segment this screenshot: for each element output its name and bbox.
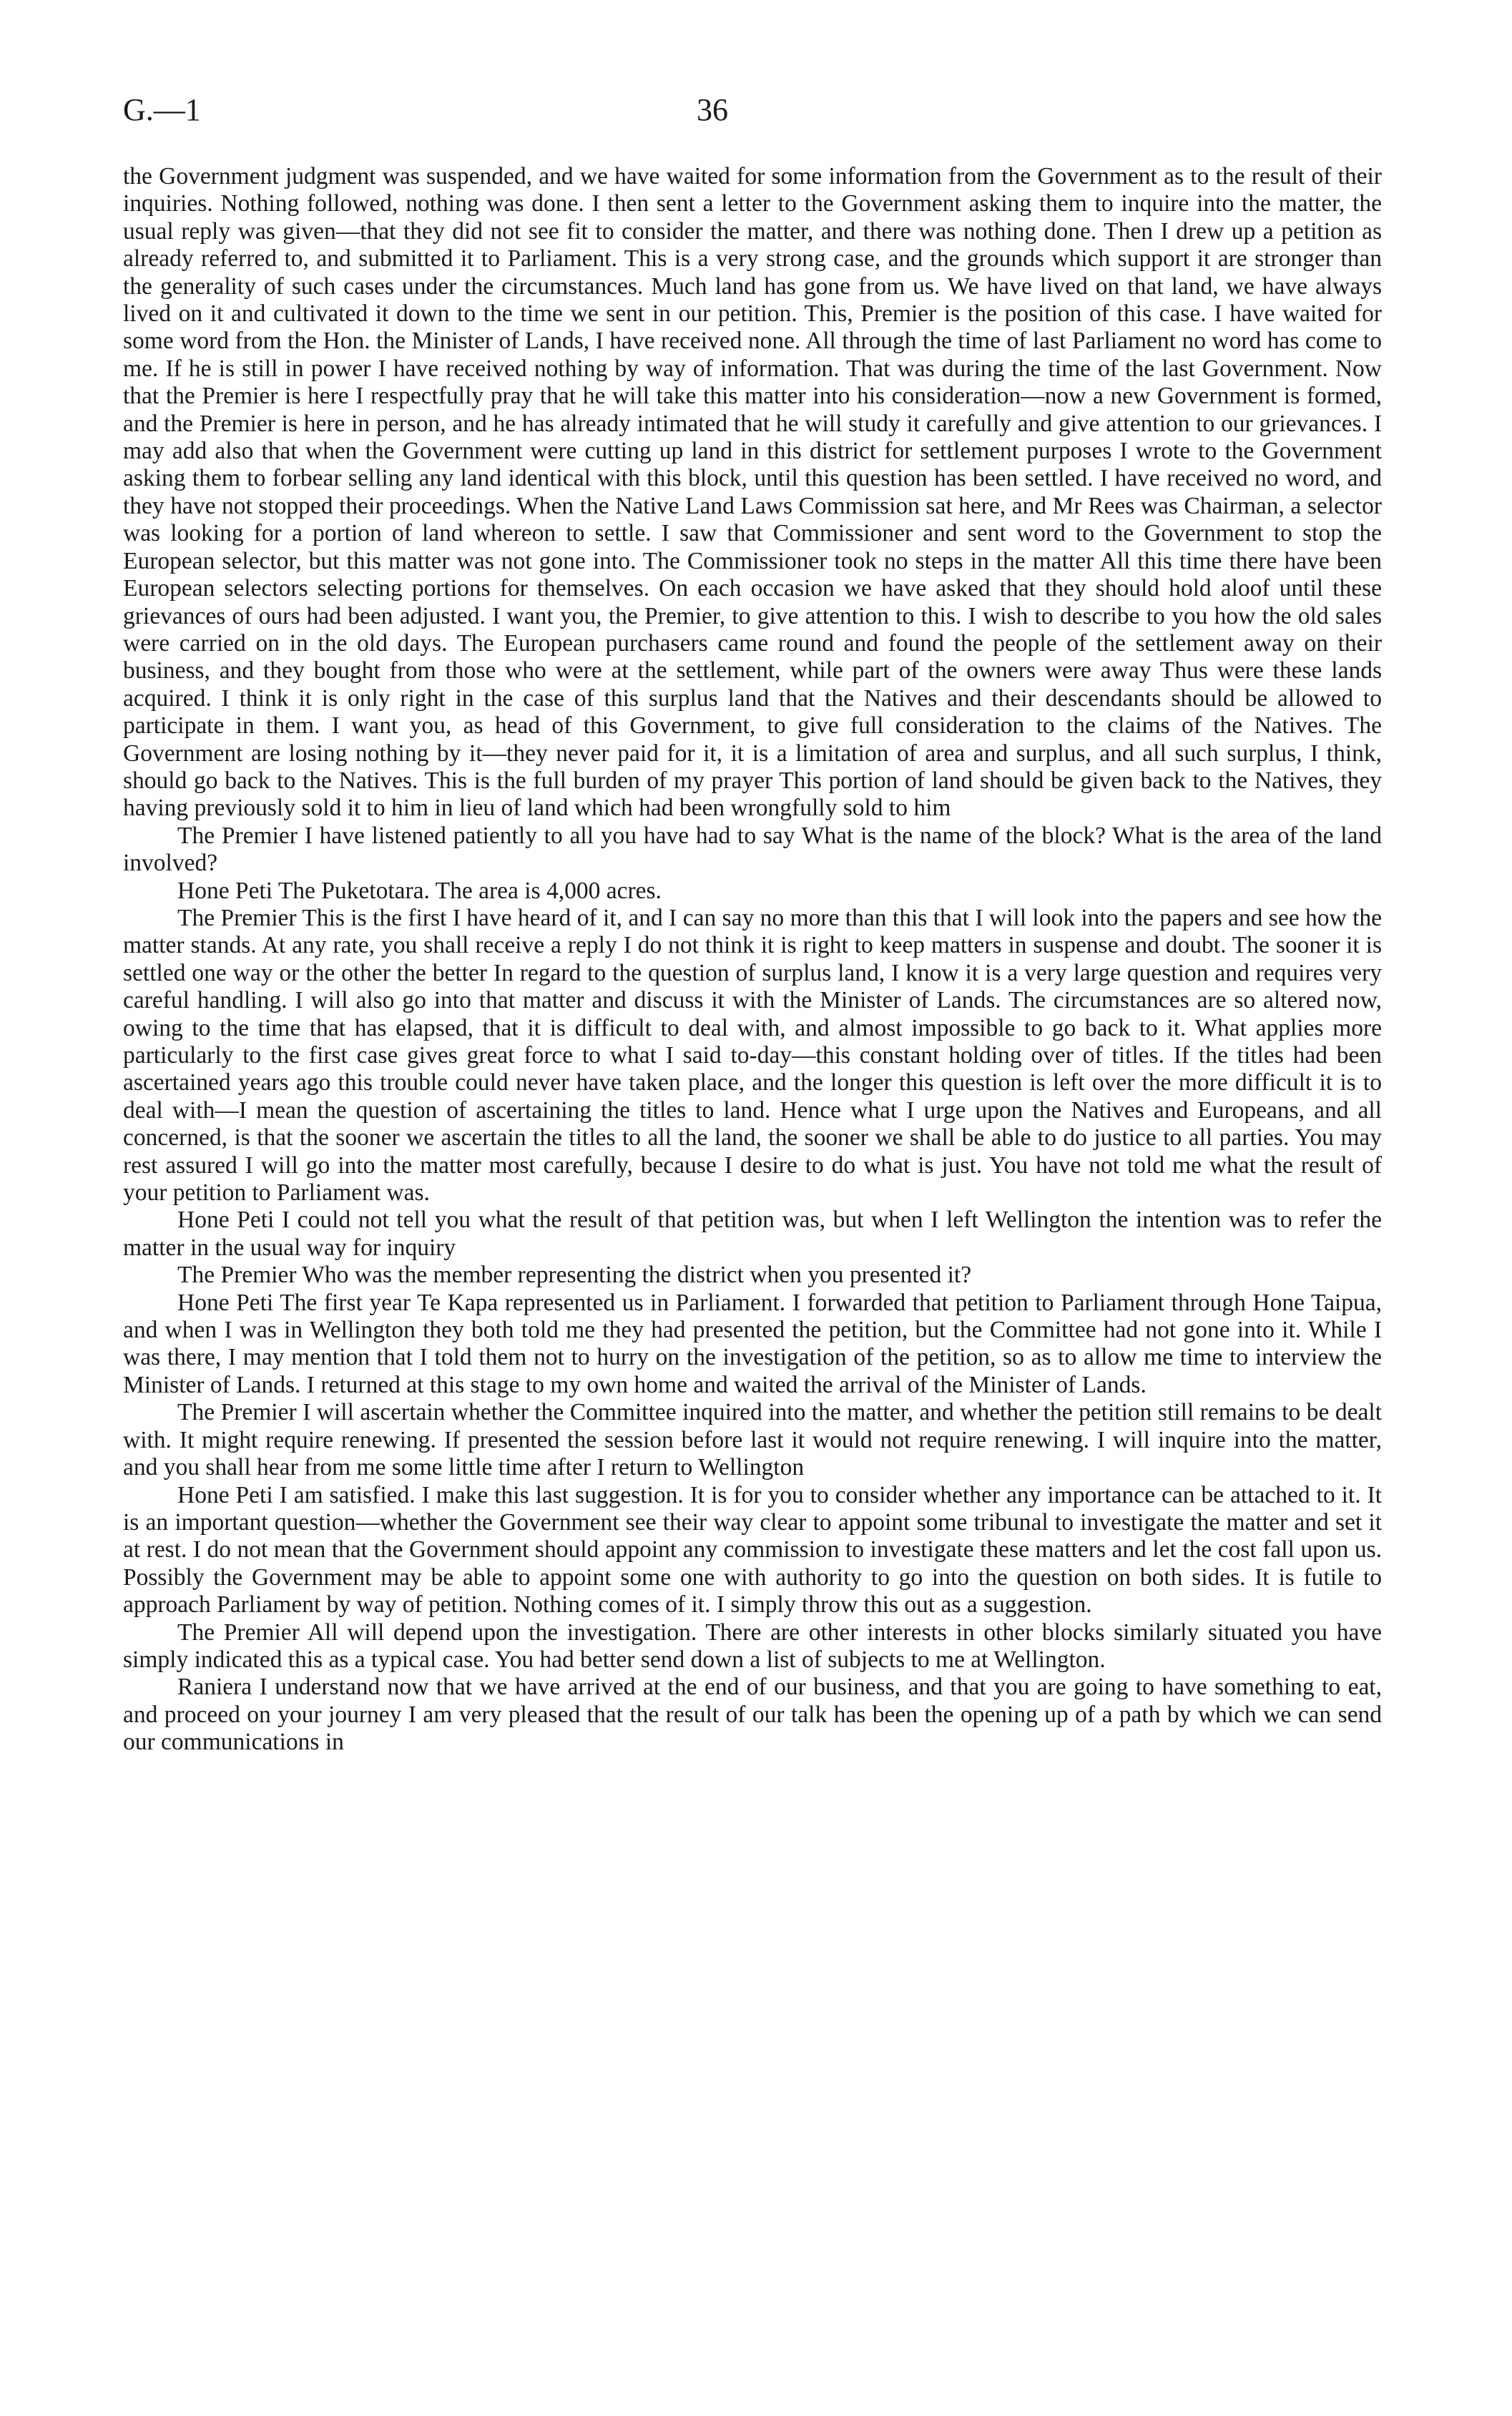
- paragraph-raniera: Raniera I understand now that we have arrived at the end of our business, and that you are going to have something to eat, and proceed on your journey I am very pleased that the result of our talk has been the opening up of a path by which we can send our communications in: [123, 1674, 1382, 1756]
- document-reference: G.—1: [123, 92, 201, 127]
- page-number: 36: [697, 92, 728, 127]
- paragraph-premier-ascertain: The Premier I will ascertain whether the Committee inquired into the matter, and whether the petition still remains to be dealt with. It might require renewing. If presented the session before last it would not require renewing. I will inquire into the matter, and you shall hear from me some little time after I return to Wellington: [123, 1399, 1382, 1481]
- paragraph-premier-investigation: The Premier All will depend upon the investigation. There are other interests in other blocks similarly situated you have simply indicated this as a typical case. You had better send down a list of subjects to me at Wellington.: [123, 1619, 1382, 1673]
- paragraph-hone-peti-suggestion: Hone Peti I am satisfied. I make this last suggestion. It is for you to consider whether any importance can be attached to it. It is an important question—whether the Government see their way clear to appoint some tribunal to investigate the matter and set it at rest. I do not mean that the Government should appoint any commission to investigate these matters and let the cost fall upon us. Possibly the Government may be able to appoint some one with authority to go into the question on both sides. It is futile to approach Parliament by way of petition. Nothing comes of it. I simply throw this out as a suggestion.: [123, 1481, 1382, 1619]
- paragraph-hone-peti-answer: Hone Peti The Puketotara. The area is 4,000 acres.: [177, 877, 662, 904]
- body-text: [123, 163, 1382, 1757]
- paragraph-hone-peti-petition: Hone Peti I could not tell you what the result of that petition was, but when I left Wellington the intention was to refer the matter in the usual way for inquiry: [123, 1207, 1382, 1261]
- paragraph-premier-response: The Premier This is the first I have heard of it, and I can say no more than this that I will look into the papers and see how the matter stands. At any rate, you shall receive a reply I do not think it is right to keep matters in suspense and doubt. The sooner it is settled one way or the other the better In regard to the question of surplus land, I know it is a very large question and requires very careful handling. I will also go into that matter and discuss it with the Minister of Lands. The circumstances are so altered now, owing to the time that has elapsed, that it is difficult to deal with, and almost impossible to go back to it. What applies more particularly to the first case gives great force to what I said to-day—this constant holding over of titles. If the titles had been ascertained years ago this trouble could never have taken place, and the longer this question is left over the more difficult it is to deal with—I mean the question of ascertaining the titles to land. Hence what I urge upon the Natives and Europeans, and all concerned, is that the sooner we ascertain the titles to all the land, the sooner we shall be able to do justice to all parties. You may rest assured I will go into the matter most carefully, because I desire to do what is just. You have not told me what the result of your petition to Parliament was.: [123, 904, 1382, 1207]
- page-header: [123, 92, 1382, 134]
- paragraph-premier-question: The Premier I have listened patiently to all you have had to say What is the name of the block? What is the area of the land involved?: [123, 822, 1382, 877]
- paragraph-hone-peti-member-answer: Hone Peti The first year Te Kapa represented us in Parliament. I forwarded that petition to Parliament through Hone Taipua, and when I was in Wellington they both told me they had presented the petition, but the Committee had not gone into it. While I was there, I may mention that I told them not to hurry on the investigation of the petition, so as to allow me time to interview the Minister of Lands. I returned at this stage to my own home and waited the arrival of the Minister of Lands.: [123, 1289, 1382, 1398]
- paragraph-continuation: the Government judgment was suspended, and we have waited for some information from the Government as to the result of their inquiries. Nothing followed, nothing was done. I then sent a letter to the Government asking them to inquire into the matter, the usual reply was given—that they did not see fit to consider the matter, and there was nothing done. Then I drew up a petition as already referred to, and submitted it to Parliament. This is a very strong case, and the grounds which support it are stronger than the generality of such cases under the circumstances. Much land has gone from us. We have lived on that land, we have always lived on it and cultivated it down to the time we sent in our petition. This, Premier is the position of this case. I have waited for some word from the Hon. the Minister of Lands, I have received none. All through the time of last Parliament no word has come to me. If he is still in power I have received nothing by way of information. That was during the time of the last Government. Now that the Premier is here I respectfully pray that he will take this matter into his consideration—now a new Government is formed, and the Premier is here in person, and he has already intimated that he will study it carefully and give attention to our grievances. I may add also that when the Government were cutting up land in this district for settlement purposes I wrote to the Government asking them to forbear selling any land identical with this block, until this question has been settled. I have received no word, and they have not stopped their proceedings. When the Native Land Laws Commission sat here, and Mr Rees was Chairman, a selector was looking for a portion of land whereon to settle. I saw that Commissioner and sent word to the Government to stop the European selector, but this matter was not gone into. The Commissioner took no steps in the matter All this time there have been European selectors selecting portions for themselves. On each occasion we have asked that they should hold aloof until these grievances of ours had been adjusted. I want you, the Premier, to give attention to this. I wish to describe to you how the old sales were carried on in the old days. The European purchasers came round and found the people of the settlement away on their business, and they bought from those who were at the settlement, while part of the owners were away Thus were these lands acquired. I think it is only right in the case of this surplus land that the Natives and their descendants should be allowed to participate in them. I want you, as head of this Government, to give full consideration to the claims of the Natives. The Government are losing nothing by it—they never paid for it, it is a limitation of area and surplus, and all such surplus, I think, should go back to the Natives. This is the full burden of my prayer This portion of land should be given back to the Natives, they having previously sold it to him in lieu of land which had been wrongfully sold to him: [123, 163, 1382, 822]
- paragraph-premier-member-question: The Premier Who was the member representing the district when you presented it?: [177, 1262, 972, 1289]
